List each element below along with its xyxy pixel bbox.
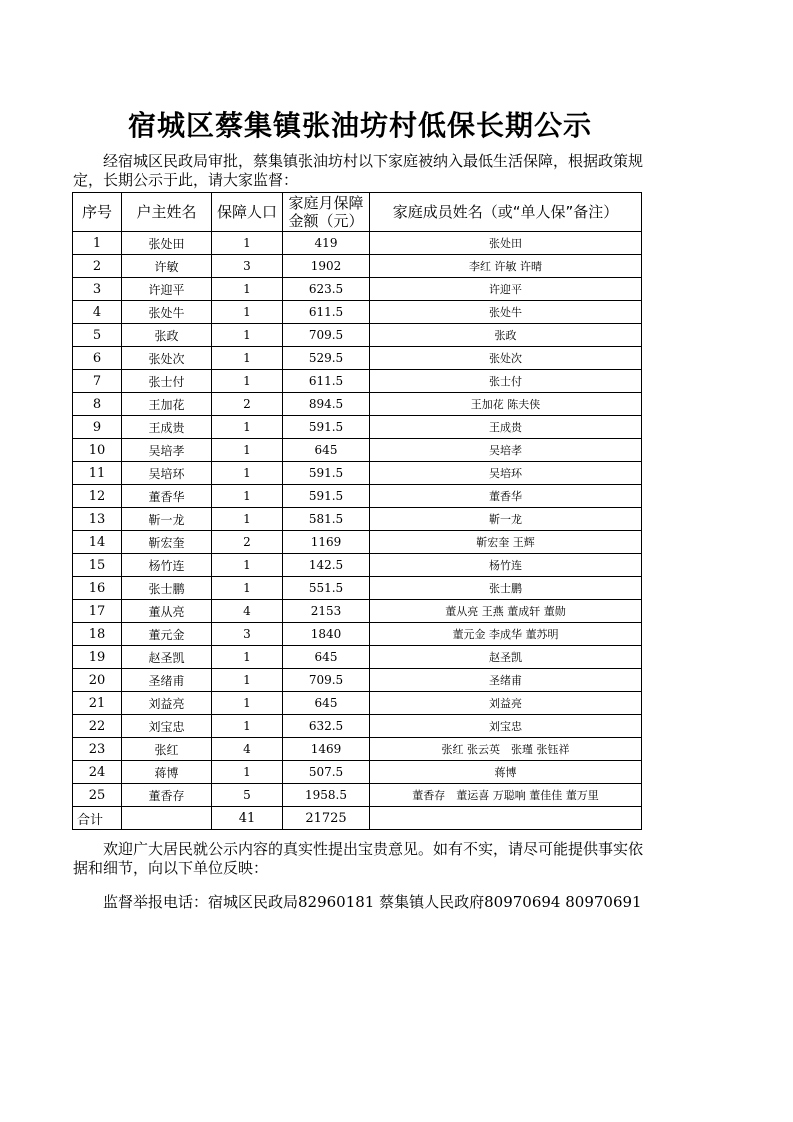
row-members: 张处牛 <box>370 301 642 324</box>
table-row <box>73 715 642 738</box>
row-count: 4 <box>212 600 283 623</box>
table-row <box>73 761 642 784</box>
row-seq: 20 <box>73 669 122 692</box>
row-seq: 16 <box>73 577 122 600</box>
row-count: 1 <box>212 715 283 738</box>
row-head-name: 张处次 <box>122 347 212 370</box>
row-head-name: 王成贵 <box>122 416 212 439</box>
table-row <box>73 370 642 393</box>
row-members: 靳宏奎 王辉 <box>370 531 642 554</box>
row-amount: 632.5 <box>283 715 370 738</box>
row-count: 2 <box>212 393 283 416</box>
row-amount: 419 <box>283 232 370 255</box>
header-members: 家庭成员姓名（或“单人保”备注） <box>370 193 642 232</box>
row-count: 2 <box>212 531 283 554</box>
row-head-name: 张政 <box>122 324 212 347</box>
row-head-name: 刘益亮 <box>122 692 212 715</box>
row-amount: 1902 <box>283 255 370 278</box>
row-amount: 709.5 <box>283 324 370 347</box>
row-head-name: 许迎平 <box>122 278 212 301</box>
row-head-name: 赵圣凯 <box>122 646 212 669</box>
row-members: 许迎平 <box>370 278 642 301</box>
row-head-name: 蒋博 <box>122 761 212 784</box>
row-count: 1 <box>212 485 283 508</box>
row-head-name: 靳一龙 <box>122 508 212 531</box>
feedback-paragraph: 欢迎广大居民就公示内容的真实性提出宝贵意见。如有不实，请尽可能提供事实依据和细节，向以下单位反映： <box>73 840 644 877</box>
row-seq: 22 <box>73 715 122 738</box>
table-row <box>73 416 642 439</box>
row-seq: 24 <box>73 761 122 784</box>
row-amount: 591.5 <box>283 462 370 485</box>
table-row <box>73 784 642 807</box>
row-seq: 18 <box>73 623 122 646</box>
row-seq: 6 <box>73 347 122 370</box>
row-head-name: 董香华 <box>122 485 212 508</box>
table-row <box>73 485 642 508</box>
row-members: 王成贵 <box>370 416 642 439</box>
row-head-name: 张红 <box>122 738 212 761</box>
row-count: 1 <box>212 439 283 462</box>
row-amount: 591.5 <box>283 416 370 439</box>
row-members: 吴培孝 <box>370 439 642 462</box>
row-amount: 2153 <box>283 600 370 623</box>
row-members: 张士鹏 <box>370 577 642 600</box>
row-count: 1 <box>212 669 283 692</box>
table-row <box>73 255 642 278</box>
row-count: 1 <box>212 232 283 255</box>
row-members: 王加花 陈夫侠 <box>370 393 642 416</box>
row-head-name: 董香存 <box>122 784 212 807</box>
row-head-name: 张处田 <box>122 232 212 255</box>
row-members: 张处次 <box>370 347 642 370</box>
row-seq: 21 <box>73 692 122 715</box>
row-members: 董香华 <box>370 485 642 508</box>
row-members: 赵圣凯 <box>370 646 642 669</box>
row-seq: 25 <box>73 784 122 807</box>
row-amount: 894.5 <box>283 393 370 416</box>
intro-paragraph: 经宿城区民政局审批，蔡集镇张油坊村以下家庭被纳入最低生活保障，根据政策规定，长期公示于此，请大家监督： <box>73 152 644 189</box>
row-amount: 645 <box>283 439 370 462</box>
row-amount: 709.5 <box>283 669 370 692</box>
table-row <box>73 646 642 669</box>
row-amount: 581.5 <box>283 508 370 531</box>
row-count: 1 <box>212 301 283 324</box>
row-count: 1 <box>212 462 283 485</box>
row-seq: 19 <box>73 646 122 669</box>
header-count: 保障人口 <box>212 193 283 232</box>
table-header-row <box>73 193 642 232</box>
row-members: 李红 许敏 许晴 <box>370 255 642 278</box>
row-seq: 13 <box>73 508 122 531</box>
header-head-name: 户主姓名 <box>122 193 212 232</box>
row-count: 4 <box>212 738 283 761</box>
table-row <box>73 232 642 255</box>
row-head-name: 靳宏奎 <box>122 531 212 554</box>
row-head-name: 董元金 <box>122 623 212 646</box>
row-seq: 14 <box>73 531 122 554</box>
row-count: 3 <box>212 255 283 278</box>
row-head-name: 王加花 <box>122 393 212 416</box>
row-count: 5 <box>212 784 283 807</box>
row-amount: 1169 <box>283 531 370 554</box>
row-members: 张士付 <box>370 370 642 393</box>
table-row <box>73 393 642 416</box>
row-seq: 12 <box>73 485 122 508</box>
row-amount: 591.5 <box>283 485 370 508</box>
row-seq: 2 <box>73 255 122 278</box>
total-label: 合计 <box>73 807 122 830</box>
row-count: 1 <box>212 347 283 370</box>
row-amount: 551.5 <box>283 577 370 600</box>
row-head-name: 许敏 <box>122 255 212 278</box>
row-members: 刘益亮 <box>370 692 642 715</box>
total-count: 41 <box>212 807 283 830</box>
row-count: 1 <box>212 646 283 669</box>
table-row <box>73 738 642 761</box>
row-count: 1 <box>212 508 283 531</box>
row-amount: 1958.5 <box>283 784 370 807</box>
row-amount: 645 <box>283 646 370 669</box>
row-members: 靳一龙 <box>370 508 642 531</box>
row-head-name: 张士付 <box>122 370 212 393</box>
table-row <box>73 508 642 531</box>
row-seq: 3 <box>73 278 122 301</box>
row-head-name: 张士鹏 <box>122 577 212 600</box>
row-head-name: 圣绪甫 <box>122 669 212 692</box>
table-row <box>73 439 642 462</box>
table-row <box>73 301 642 324</box>
row-count: 1 <box>212 554 283 577</box>
total-row <box>73 807 642 830</box>
row-amount: 1840 <box>283 623 370 646</box>
total-amount: 21725 <box>283 807 370 830</box>
row-count: 1 <box>212 416 283 439</box>
row-members: 吴培环 <box>370 462 642 485</box>
row-members: 董香存 董运喜 万聪响 董佳佳 董万里 <box>370 784 642 807</box>
page-title: 宿城区蔡集镇张油坊村低保长期公示 <box>127 109 592 142</box>
header-seq: 序号 <box>73 193 122 232</box>
row-seq: 10 <box>73 439 122 462</box>
row-amount: 645 <box>283 692 370 715</box>
row-members: 圣绪甫 <box>370 669 642 692</box>
row-seq: 11 <box>73 462 122 485</box>
total-empty-members <box>370 807 642 830</box>
row-seq: 23 <box>73 738 122 761</box>
row-members: 杨竹连 <box>370 554 642 577</box>
row-seq: 5 <box>73 324 122 347</box>
row-amount: 611.5 <box>283 370 370 393</box>
row-members: 董元金 李成华 董苏明 <box>370 623 642 646</box>
table-row <box>73 623 642 646</box>
table-row <box>73 531 642 554</box>
row-head-name: 吴培环 <box>122 462 212 485</box>
row-amount: 507.5 <box>283 761 370 784</box>
contact-line: 监督举报电话：宿城区民政局82960181 蔡集镇人民政府80970694 80970691 <box>103 893 642 911</box>
row-amount: 142.5 <box>283 554 370 577</box>
row-count: 1 <box>212 370 283 393</box>
table-row <box>73 577 642 600</box>
table-row <box>73 554 642 577</box>
row-members: 张处田 <box>370 232 642 255</box>
row-count: 1 <box>212 577 283 600</box>
table-row <box>73 462 642 485</box>
row-members: 张红 张云英 张瑾 张钰祥 <box>370 738 642 761</box>
row-seq: 15 <box>73 554 122 577</box>
row-amount: 529.5 <box>283 347 370 370</box>
row-seq: 8 <box>73 393 122 416</box>
row-head-name: 董从亮 <box>122 600 212 623</box>
row-count: 1 <box>212 761 283 784</box>
row-head-name: 张处牛 <box>122 301 212 324</box>
row-amount: 623.5 <box>283 278 370 301</box>
row-head-name: 吴培孝 <box>122 439 212 462</box>
row-members: 刘宝忠 <box>370 715 642 738</box>
row-count: 3 <box>212 623 283 646</box>
row-members: 蒋博 <box>370 761 642 784</box>
row-amount: 611.5 <box>283 301 370 324</box>
table-row <box>73 600 642 623</box>
row-count: 1 <box>212 324 283 347</box>
row-seq: 9 <box>73 416 122 439</box>
row-amount: 1469 <box>283 738 370 761</box>
table-row <box>73 278 642 301</box>
table-row <box>73 692 642 715</box>
row-seq: 4 <box>73 301 122 324</box>
row-seq: 1 <box>73 232 122 255</box>
row-members: 张政 <box>370 324 642 347</box>
subsidy-table <box>72 192 642 830</box>
row-head-name: 杨竹连 <box>122 554 212 577</box>
row-head-name: 刘宝忠 <box>122 715 212 738</box>
total-empty-cell <box>122 807 212 830</box>
row-count: 1 <box>212 692 283 715</box>
row-members: 董从亮 王燕 董成轩 董勋 <box>370 600 642 623</box>
table-row <box>73 669 642 692</box>
row-count: 1 <box>212 278 283 301</box>
row-seq: 7 <box>73 370 122 393</box>
header-amount: 家庭月保障金额（元） <box>283 193 370 232</box>
table-row <box>73 324 642 347</box>
row-seq: 17 <box>73 600 122 623</box>
table-row <box>73 347 642 370</box>
